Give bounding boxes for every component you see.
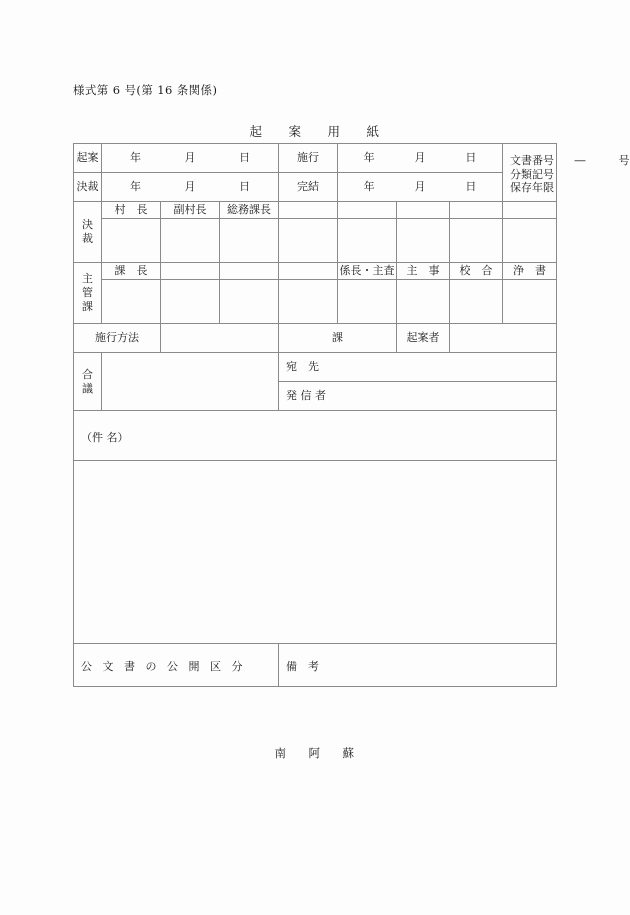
table-row-gougi-atesaki — [74, 353, 557, 382]
shikou-month: 月 — [414, 151, 426, 165]
shikou-year: 年 — [363, 151, 375, 165]
table-row-kian — [74, 144, 557, 173]
kessai-stamp-7[interactable] — [450, 219, 503, 263]
kessai-stamp-5[interactable] — [338, 219, 397, 263]
shukanka-stamp-jousho[interactable] — [503, 280, 557, 324]
shukanka-header-jousho: 浄 書 — [503, 263, 557, 280]
table-row-shukanka-headers — [74, 263, 557, 280]
table-row-kenmei — [74, 411, 557, 461]
kessai-header-5 — [338, 202, 397, 219]
kian-month: 月 — [184, 151, 196, 165]
shukanka-stamp-shuji[interactable] — [397, 280, 450, 324]
table-row-body — [74, 461, 557, 644]
kenmei-label: （件 名） — [81, 430, 129, 444]
document-number-label: 文書番号 — [510, 153, 555, 167]
kanketsu-year: 年 — [363, 180, 375, 194]
form-number-label: 様式第 6 号(第 16 条関係) — [73, 83, 218, 97]
document-number-cell[interactable] — [503, 144, 630, 202]
shukanka-header-kacho: 課 長 — [102, 263, 161, 280]
kessai-header-6 — [397, 202, 450, 219]
hasshinsha-cell[interactable] — [279, 382, 557, 411]
table-row-kessai-headers — [74, 202, 557, 219]
kanketsu-label: 完結 — [279, 173, 338, 202]
kessai-block-label — [74, 202, 102, 263]
hasshinsha-label: 発 信 者 — [286, 389, 327, 403]
kokai-kubun-label: 公 文 書 の 公 開 区 分 — [81, 660, 246, 674]
kian-year: 年 — [129, 151, 141, 165]
gougi-value[interactable] — [102, 353, 279, 411]
shukanka-header-4 — [279, 263, 338, 280]
shukanka-stamp-3[interactable] — [220, 280, 279, 324]
gougi-label-text: 合 議 — [82, 367, 93, 395]
shikou-label: 施行 — [279, 144, 338, 173]
title-char-2: 案 — [288, 124, 302, 139]
kian-day: 日 — [239, 151, 251, 165]
municipality-char-3: 蘇 — [342, 746, 355, 760]
kokai-kubun-cell[interactable] — [74, 644, 279, 687]
kessai-date-cell[interactable] — [102, 173, 279, 202]
municipality-name — [73, 745, 556, 761]
shikou-houhou-value[interactable] — [161, 324, 279, 353]
kian-label: 起案 — [74, 144, 102, 173]
gougi-label — [74, 353, 102, 411]
shukanka-header-kougou: 校 合 — [450, 263, 503, 280]
document-number-unit: 号 — [618, 153, 630, 167]
biko-cell[interactable] — [279, 644, 557, 687]
kessai-stamp-fukusoncho[interactable] — [161, 219, 220, 263]
shikou-day: 日 — [465, 151, 477, 165]
shukanka-stamp-kacho[interactable] — [102, 280, 161, 324]
shukanka-header-shuji: 主 事 — [397, 263, 450, 280]
shukanka-header-3 — [220, 263, 279, 280]
kessai-stamp-somukacho[interactable] — [220, 219, 279, 263]
kessai-stamp-soncho[interactable] — [102, 219, 161, 263]
table-row-shikou-houhou — [74, 324, 557, 353]
kiansha-value[interactable] — [450, 324, 557, 353]
kessai-header-7 — [450, 202, 503, 219]
table-row-kessai-stamps — [74, 219, 557, 263]
shikou-houhou-label: 施行方法 — [74, 324, 161, 353]
shukanka-block-label — [74, 263, 102, 324]
kessai-header-8 — [503, 202, 557, 219]
title-char-4: 紙 — [366, 124, 380, 139]
kian-date-cell[interactable] — [102, 144, 279, 173]
municipality-char-2: 阿 — [308, 746, 321, 760]
document-number-line — [510, 153, 630, 168]
kanketsu-date-cell[interactable] — [338, 173, 503, 202]
atesaki-cell[interactable] — [279, 353, 557, 382]
municipality-char-1: 南 — [274, 746, 287, 760]
biko-label: 備 考 — [286, 660, 320, 674]
shukanka-stamp-4[interactable] — [279, 280, 338, 324]
classification-code-label: 分類記号 — [510, 167, 555, 181]
body-content-area[interactable] — [74, 461, 557, 644]
ka-label: 課 — [279, 324, 397, 353]
kessai-day: 日 — [239, 180, 251, 194]
shukanka-header-2 — [161, 263, 220, 280]
kessai-month: 月 — [184, 180, 196, 194]
kessai-block-label-text: 決 裁 — [82, 218, 93, 245]
kessai-stamp-8[interactable] — [503, 219, 557, 263]
page-title — [73, 122, 556, 140]
shukanka-block-label-text: 主 管 課 — [82, 272, 93, 313]
kiansha-label: 起案者 — [397, 324, 450, 353]
title-char-1: 起 — [249, 124, 263, 139]
table-row-kessai-date — [74, 173, 557, 202]
kanketsu-day: 日 — [465, 180, 477, 194]
kessai-header-fukusoncho: 副村長 — [161, 202, 220, 219]
table-row-kokai-biko — [74, 644, 557, 687]
kessai-header-4 — [279, 202, 338, 219]
table-row-shukanka-stamps — [74, 280, 557, 324]
shikou-date-cell[interactable] — [338, 144, 503, 173]
shukanka-stamp-kougou[interactable] — [450, 280, 503, 324]
kessai-header-somukacho: 総務課長 — [220, 202, 279, 219]
kessai-year: 年 — [129, 180, 141, 194]
kenmei-cell[interactable] — [74, 411, 557, 461]
document-number-dash: ― — [574, 153, 586, 167]
kian-form-table — [73, 143, 630, 687]
shukanka-header-kakaricho-shusa: 係長・主査 — [338, 263, 397, 280]
kanketsu-month: 月 — [414, 180, 426, 194]
atesaki-label: 宛 先 — [286, 360, 320, 374]
shukanka-stamp-2[interactable] — [161, 280, 220, 324]
shukanka-stamp-kakaricho-shusa[interactable] — [338, 280, 397, 324]
kessai-header-soncho: 村 長 — [102, 202, 161, 219]
kessai-label: 決裁 — [74, 173, 102, 202]
title-char-3: 用 — [327, 124, 341, 139]
kessai-stamp-4[interactable] — [279, 219, 338, 263]
kessai-stamp-6[interactable] — [397, 219, 450, 263]
retention-period-label: 保存年限 — [510, 181, 555, 195]
